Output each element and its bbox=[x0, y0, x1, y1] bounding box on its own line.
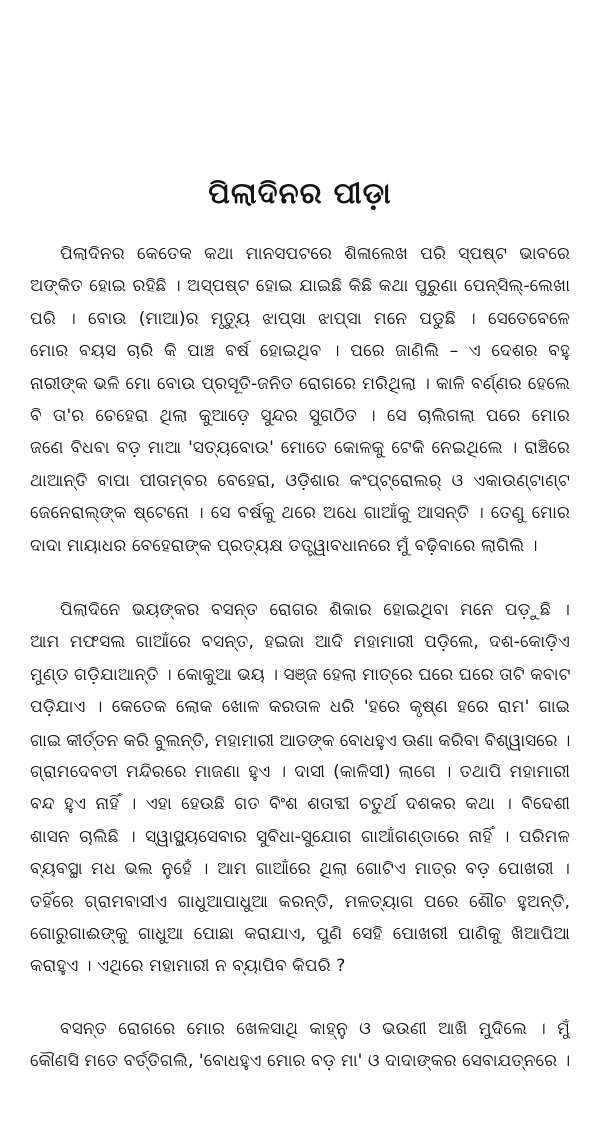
text-line: ପିଲାଦିନର କେତେକ କଥା ମାନସପଟରେ ଶିଳାଲେଖ ପରି ସ୍ପଷ୍ଟ ଭାବରେ bbox=[60, 244, 570, 264]
text-line: ଅଙ୍କିତ ହୋଇ ରହିଛି । ଅସ୍ପଷ୍ଟ ହୋଇ ଯାଇଛି କିଛି କଥା ପୁରୁଣା ପେନ୍‌ସିଲ୍‌-ଲେଖା bbox=[30, 276, 570, 297]
text-line: ତହିଁରେ ଗ୍ରାମବାସୀଏ ଗାଧୁଆପାଧୁଆ କରନ୍ତି, ମଳତ୍ୟାଗ ପରେ ଶୌଚ ହୁଅନ୍ତି, bbox=[30, 891, 570, 912]
text-line: ଜେନେରାଲ୍‌ଙ୍କ ଷ୍ଟେନୋ । ସେ ବର୍ଷକୁ ଥରେ ଅଧେ ଗାଆଁକୁ ଆସନ୍ତି । ତେଣୁ ମୋର bbox=[30, 503, 570, 524]
text-line: ଶାସନ ଚାଲିଛି । ସ୍ୱାସ୍ଥ୍ୟସେବାର ସୁବିଧା-ସୁଯୋଗ ଗାଆଁଗଣ୍ଡାରେ ନାହିଁ । ପରିମଳ bbox=[30, 826, 570, 847]
text-line: ଗୋରୁଗାଈଙ୍କୁ ଗାଧୁଆ ପୋଛା କରାଯାଏ, ପୁଣି ସେହି ପୋଖରୀ ପାଣିକୁ ଖିଆପିଆ bbox=[30, 923, 570, 944]
text-line: ବନ୍ଦ ହୁଏ ନାହିଁ । ଏହା ହେଉଛି ଗତ ବିଂଶ ଶତାବ୍ଦୀ ଚତୁର୍ଥ ଦଶକର କଥା । ବିଦେଶୀ bbox=[30, 794, 570, 815]
text-line: ଗ୍ରାମଦେବତୀ ମନ୍ଦିରରେ ମାଜଣା ହୁଏ । ଦାସୀ (କାଳିସୀ) ଲାଗେ । ତଥାପି ମହାମାରୀ bbox=[30, 761, 570, 782]
text-line: ମୁଣ୍ଡ ଗଡ଼ିଯାଆନ୍ତି । କୋକୁଆ ଭୟ । ସଞ୍ଜ ହେଲା ମାତ୍ରେ ଘରେ ଘରେ ତାଟି କବାଟ bbox=[30, 664, 570, 685]
paragraph-3 bbox=[30, 1013, 570, 1078]
text-line: ପିଲାଦିନେ ଭୟଙ୍କର ବସନ୍ତ ରୋଗର ଶିକାର ହୋଇଥିବା ମନେ ପଡ଼ୁଛି । bbox=[60, 600, 570, 620]
paragraph-2 bbox=[30, 594, 570, 983]
paragraph-1 bbox=[30, 238, 570, 562]
text-line: ଦାଦା ମାୟାଧର ବେହେରାଙ୍କ ପ୍ରତ୍ୟକ୍ଷ ତତ୍ତ୍ୱାବଧାନରେ ମୁଁ ବଢ଼ିବାରେ ଲାଗିଲି । bbox=[30, 535, 538, 556]
text-line: ବି ତା'ର ଚେହେରା ଥିଲା କୁଆଡ଼େ ସୁନ୍ଦର ସୁଗଠିତ । ସେ ଚାଲିଗଲା ପରେ ମୋର bbox=[30, 405, 570, 426]
text-line: ଥାଆନ୍ତି ବାପା ପୀତାମ୍ବର ବେହେରା, ଓଡ଼ିଶାର କଂପ୍‌ଟ୍ରୋଲର୍ ଓ ଏକାଉଣ୍ଟାଣ୍ଟ bbox=[30, 470, 570, 491]
text-line: ଆମ ମଫସଲ ଗାଆଁରେ ବସନ୍ତ, ହଇଜା ଆଦି ମହାମାରୀ ପଡ଼ିଲେ, ଦଶ-କୋଡ଼ିଏ bbox=[30, 632, 570, 653]
text-line: ନାରୀଙ୍କ ଭଳି ମୋ ବୋଉ ପ୍ରସୂତି-ଜନିତ ରୋଗରେ ମରିଥିଲା । କାଳି ବର୍ଣ୍ଣର ହେଲେ bbox=[30, 373, 570, 394]
text-line: କରାହୁଏ । ଏଥିରେ ମହାମାରୀ ନ ବ୍ୟାପିବ କିପରି ? bbox=[30, 956, 346, 977]
text-line: ବ୍ୟବସ୍ଥା ମଧ ଭଲ ନୁହେଁ । ଆମ ଗାଆଁରେ ଥିଲା ଗୋଟିଏ ମାତ୍ର ବଡ଼ ପୋଖରୀ । bbox=[30, 859, 570, 880]
text-line: ଜଣେ ବିଧବା ବଡ଼ ମାଆ 'ସତ୍ୟବୋଉ' ମୋତେ କୋଳକୁ ଟେକି ନେଇଥିଲେ । ରାଞ୍ଚିରେ bbox=[30, 438, 570, 459]
page-title: ପିଲାଦିନର ପୀଡ଼ା bbox=[208, 176, 392, 210]
text-line: କୌଣସି ମତେ ବର୍ତ୍ତିଗଲି, 'ବୋଧହୁଏ ମୋର ବଡ଼ ମା' ଓ ଦାଦାଙ୍କର ସେବାଯତ୍ନରେ । bbox=[30, 1051, 570, 1072]
text-line: ଗାଇ କୀର୍ତ୍ତନ କରି ବୁଲନ୍ତି, ମହାମାରୀ ଆତଙ୍କ ବୋଧହୁଏ ଊଣା କରିବା ବିଶ୍ୱାସରେ । bbox=[30, 729, 570, 750]
text-line: ମୋର ବୟସ ଚାରି କି ପାଞ୍ଚ ବର୍ଷ ହୋଇଥିବ । ପରେ ଜାଣିଲି – ଏ ଦେଶର ବହୁ bbox=[30, 341, 570, 362]
text-line: ପରି । ବୋଉ (ମାଆ)ର ମୃତ୍ୟୁ ଝାପ୍‌ସା ଝାପ୍‌ସା ମନେ ପଡୁଛି । ସେତେବେଳେ bbox=[30, 308, 570, 329]
text-line: ବସନ୍ତ ରୋଗରେ ମୋର ଖେଳସାଥି କାହ୍ନୁ ଓ ଭଉଣୀ ଆଖି ମୁଦିଲେ । ମୁଁ bbox=[60, 1019, 570, 1039]
text-line: ପଡ଼ିଯାଏ । କେତେକ ଲୋକ ଖୋଳ କରତାଳ ଧରି 'ହରେ କୃଷ୍ଣ ହରେ ରାମ' ଗାଇ bbox=[30, 697, 570, 718]
